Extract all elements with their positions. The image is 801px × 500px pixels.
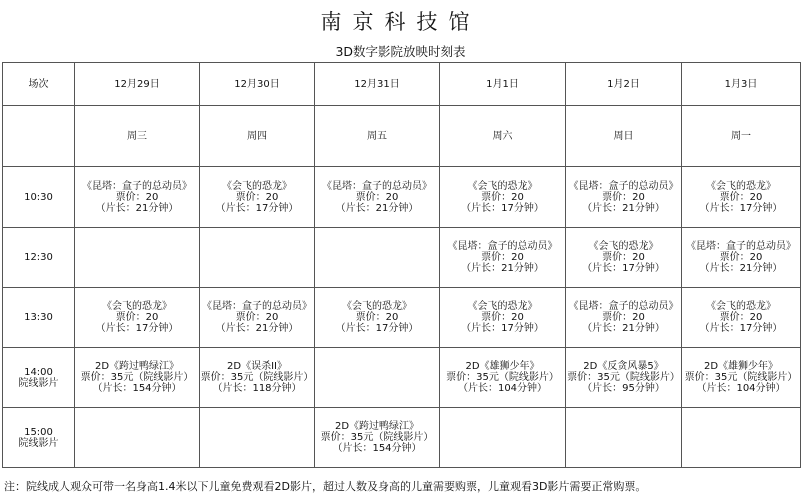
weekday-header: 周三 xyxy=(75,106,200,167)
screening-cell xyxy=(315,348,440,408)
movie-title: 《会飞的恐龙》 xyxy=(222,180,292,192)
movie-title: 2D《跨过鸭绿江》 xyxy=(334,421,420,432)
date-header: 1月2日 xyxy=(566,63,682,106)
weekday-header: 周四 xyxy=(200,106,315,167)
ticket-price: 票价：20 xyxy=(115,312,159,323)
screening-cell xyxy=(682,167,801,228)
screening-cell xyxy=(75,228,200,288)
screening-cell xyxy=(682,348,801,408)
weekday-header: 周一 xyxy=(682,106,801,167)
movie-title: 《会飞的恐龙》 xyxy=(467,180,538,192)
movie-length: （片长：21分钟） xyxy=(582,202,665,214)
date-header: 12月30日 xyxy=(200,63,315,106)
movie-length: （片长：154分钟） xyxy=(92,383,182,394)
movie-length: （片长：17分钟） xyxy=(95,323,179,334)
movie-title: 《会飞的恐龙》 xyxy=(467,301,538,312)
ticket-price: 票价：20 xyxy=(719,312,763,323)
ticket-price: 票价：20 xyxy=(235,191,279,203)
screening-cell xyxy=(566,228,682,288)
movie-length: （片长：17分钟） xyxy=(461,323,544,334)
screening-cell xyxy=(75,167,200,228)
time-label: 12:30 xyxy=(24,252,53,263)
schedule-subtitle: 3D数字影院放映时刻表 xyxy=(335,44,466,59)
movie-length: （片长：17分钟） xyxy=(582,263,665,274)
screening-cell xyxy=(566,348,682,408)
weekday-header: 周日 xyxy=(566,106,682,167)
footer-note: 注：院线成人观众可带一名身高1.4米以下儿童免费观看2D影片，超过人数及身高的儿童需要购票，儿童观看3D影片需要正常购票。 xyxy=(4,480,647,493)
ticket-price: 票价：20 xyxy=(719,191,763,203)
ticket-price: 票价：35元（院线影片） xyxy=(200,372,314,383)
table-row xyxy=(3,288,801,348)
screening-cell xyxy=(682,228,801,288)
screening-cell xyxy=(75,348,200,408)
screening-cell xyxy=(440,348,566,408)
time-sub-label: 院线影片 xyxy=(18,377,59,389)
screening-cell xyxy=(682,408,801,468)
schedule-table xyxy=(2,62,801,468)
ticket-price: 票价：35元（院线影片） xyxy=(80,372,194,383)
screening-cell xyxy=(440,288,566,348)
weekday-header: 周六 xyxy=(440,106,566,167)
ticket-price: 票价：20 xyxy=(602,191,645,203)
time-slot xyxy=(3,348,75,408)
screening-cell xyxy=(566,408,682,468)
page-title: 南京科技馆 xyxy=(320,10,481,34)
ticket-price: 票价：20 xyxy=(719,252,763,263)
movie-title: 《昆塔：盒子的总动员》 xyxy=(82,180,192,192)
movie-title: 《昆塔：盒子的总动员》 xyxy=(568,180,679,192)
movie-length: （片长：95分钟） xyxy=(582,383,665,394)
ticket-price: 票价：20 xyxy=(602,252,645,263)
movie-title: 2D《反贪风暴5》 xyxy=(583,361,664,372)
movie-title: 《会飞的恐龙》 xyxy=(706,180,776,192)
screening-cell xyxy=(566,288,682,348)
screening-cell xyxy=(682,288,801,348)
screening-cell xyxy=(200,288,315,348)
ticket-price: 票价：20 xyxy=(481,312,524,323)
movie-length: （片长：17分钟） xyxy=(699,202,783,214)
time-label: 14:00 xyxy=(24,366,53,378)
movie-title: 《会飞的恐龙》 xyxy=(706,301,776,312)
movie-length: （片长：118分钟） xyxy=(212,383,302,394)
ticket-price: 票价：20 xyxy=(481,191,524,203)
screening-cell xyxy=(440,167,566,228)
movie-title: 《昆塔：盒子的总动员》 xyxy=(322,180,432,192)
time-slot xyxy=(3,228,75,288)
ticket-price: 票价：20 xyxy=(481,252,524,263)
ticket-price: 票价：20 xyxy=(115,191,159,203)
date-header: 1月1日 xyxy=(440,63,566,106)
screening-cell xyxy=(440,408,566,468)
screening-cell xyxy=(566,167,682,228)
movie-length: （片长：17分钟） xyxy=(335,323,419,334)
time-slot xyxy=(3,288,75,348)
ticket-price: 票价：20 xyxy=(355,312,399,323)
movie-length: （片长：104分钟） xyxy=(457,383,548,394)
movie-length: （片长：21分钟） xyxy=(699,263,783,274)
table-row xyxy=(3,167,801,228)
date-header: 1月3日 xyxy=(682,63,801,106)
ticket-price: 票价：35元（院线影片） xyxy=(684,372,798,383)
table-row xyxy=(3,408,801,468)
time-label: 15:00 xyxy=(24,426,53,438)
screening-cell xyxy=(200,408,315,468)
movie-title: 《会飞的恐龙》 xyxy=(588,241,659,252)
header-row-dates xyxy=(3,63,801,106)
ticket-price: 票价：35元（院线影片） xyxy=(567,372,680,383)
movie-length: （片长：21分钟） xyxy=(215,323,299,334)
ticket-price: 票价：20 xyxy=(602,312,645,323)
movie-title: 《会飞的恐龙》 xyxy=(102,301,172,312)
ticket-price: 票价：35元（院线影片） xyxy=(320,432,434,443)
movie-length: （片长：21分钟） xyxy=(582,323,665,334)
time-slot xyxy=(3,408,75,468)
movie-title: 《昆塔：盒子的总动员》 xyxy=(202,301,312,312)
movie-length: （片长：21分钟） xyxy=(461,263,544,274)
movie-title: 2D《误杀II》 xyxy=(227,361,287,372)
movie-length: （片长：154分钟） xyxy=(332,443,422,454)
table-row xyxy=(3,228,801,288)
movie-title: 《昆塔：盒子的总动员》 xyxy=(568,301,679,312)
movie-title: 2D《雄狮少年》 xyxy=(703,361,779,372)
movie-length: （片长：17分钟） xyxy=(461,202,544,214)
time-sub-label: 院线影片 xyxy=(18,437,59,449)
screening-cell xyxy=(200,228,315,288)
screening-cell xyxy=(440,228,566,288)
time-label: 10:30 xyxy=(24,191,53,203)
screening-cell xyxy=(200,167,315,228)
corner-label: 场次 xyxy=(3,63,75,106)
screening-cell xyxy=(315,167,440,228)
movie-title: 《昆塔：盒子的总动员》 xyxy=(447,241,558,252)
movie-title: 2D《跨过鸭绿江》 xyxy=(94,361,180,372)
screening-cell xyxy=(315,288,440,348)
movie-length: （片长：104分钟） xyxy=(696,383,786,394)
ticket-price: 票价：20 xyxy=(235,312,279,323)
movie-title: 2D《雄狮少年》 xyxy=(465,361,540,372)
movie-title: 《昆塔：盒子的总动员》 xyxy=(686,241,796,252)
movie-length: （片长：21分钟） xyxy=(335,202,419,214)
empty-cell xyxy=(3,106,75,167)
ticket-price: 票价：35元（院线影片） xyxy=(446,372,559,383)
screening-cell xyxy=(75,288,200,348)
movie-length: （片长：21分钟） xyxy=(95,202,179,214)
screening-cell xyxy=(315,228,440,288)
header-row-weekdays xyxy=(3,106,801,167)
movie-title: 《会飞的恐龙》 xyxy=(342,301,412,312)
screening-cell xyxy=(200,348,315,408)
table-row xyxy=(3,348,801,408)
ticket-price: 票价：20 xyxy=(355,191,399,203)
date-header: 12月29日 xyxy=(75,63,200,106)
weekday-header: 周五 xyxy=(315,106,440,167)
date-header: 12月31日 xyxy=(315,63,440,106)
movie-length: （片长：17分钟） xyxy=(215,202,299,214)
screening-cell xyxy=(315,408,440,468)
movie-length: （片长：17分钟） xyxy=(699,323,783,334)
time-slot xyxy=(3,167,75,228)
time-label: 13:30 xyxy=(24,312,53,323)
screening-cell xyxy=(75,408,200,468)
